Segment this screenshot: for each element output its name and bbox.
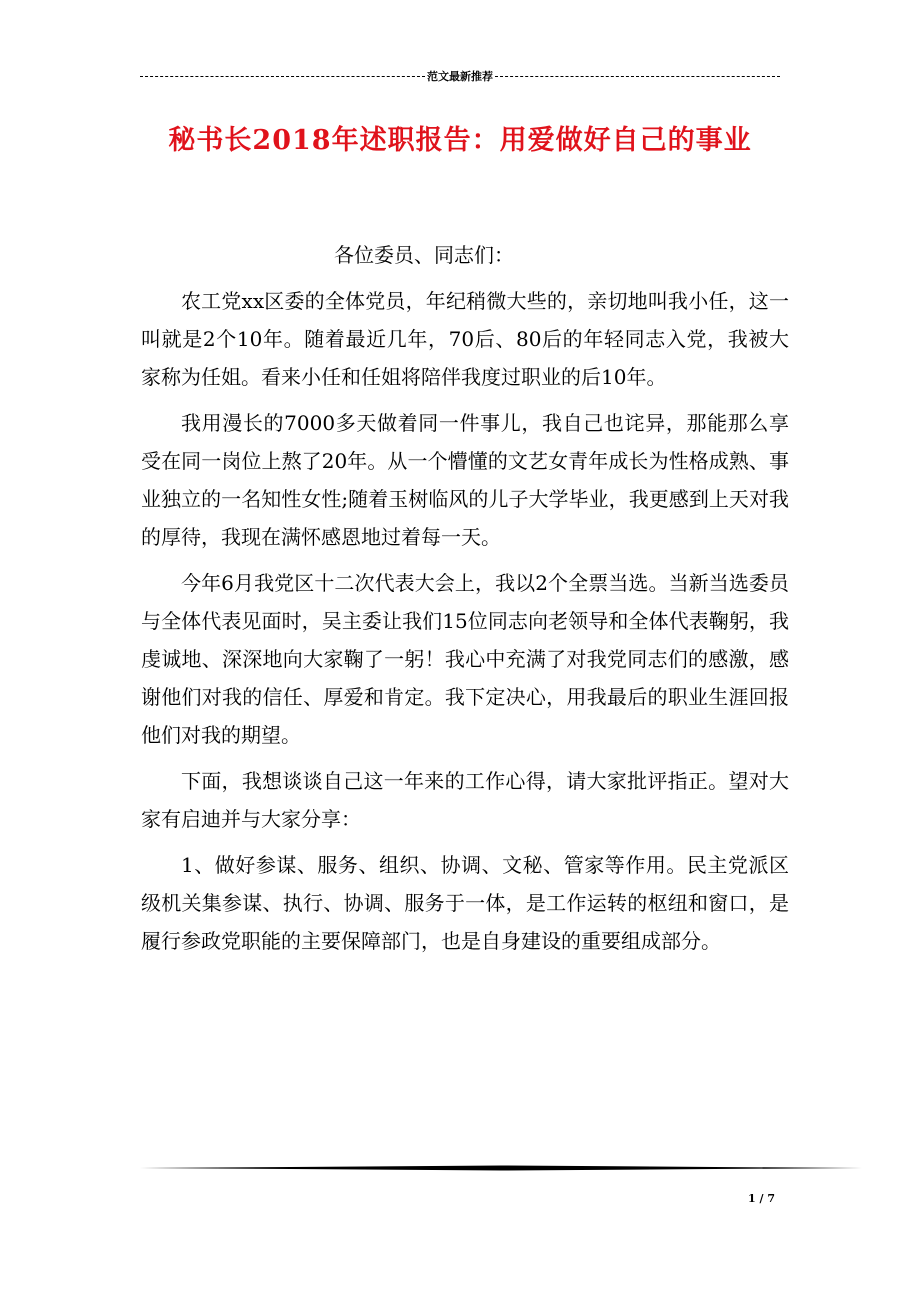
paragraph-3: 今年6月我党区十二次代表大会上，我以2个全票当选。当新当选委员与全体代表见面时，吴主委让我们15位同志向老领导和全体代表鞠躬，我虔诚地、深深地向大家鞠了一躬！我心中充满了对我党同志们的感激，感谢他们对我的信任、厚爱和肯定。我下定决心，用我最后的职业生涯回报他们对我的期望。 [141,571,789,747]
paragraph-5: 1、做好参谋、服务、组织、协调、文秘、管家等作用。民主党派区级机关集参谋、执行、协调、服务于一体，是工作运转的枢纽和窗口，是履行参政党职能的主要保障部门，也是自身建设的重要组成部分。 [141,853,789,953]
document-body [141,236,789,968]
page-header [140,68,780,84]
header-dash-left [140,76,425,77]
header-dash-right [495,76,780,77]
paragraph-2: 我用漫长的7000多天做着同一件事儿，我自己也诧异，那能那么享受在同一岗位上熬了20年。从一个懵懂的文艺女青年成长为性格成熟、事业独立的一名知性女性;随着玉树临风的儿子大学毕业，我更感到上天对我的厚待，我现在满怀感恩地过着每一天。 [141,411,789,549]
header-label: 范文最新推荐 [427,70,493,83]
paragraph-1: 农工党xx区委的全体党员，年纪稍微大些的，亲切地叫我小任，这一叫就是2个10年。随着最近几年，70后、80后的年轻同志入党，我被大家称为任姐。看来小任和任姐将陪伴我度过职业的后10年。 [141,289,789,389]
salutation: 各位委员、同志们： [334,243,514,267]
document-title: 秘书长2018年述职报告：用爱做好自己的事业 [168,125,752,156]
paragraph-4: 下面，我想谈谈自己这一年来的工作心得，请大家批评指正。望对大家有启迪并与大家分享： [141,769,789,831]
footer-divider [140,1165,862,1171]
page-number: 1 / 7 [748,1192,775,1205]
